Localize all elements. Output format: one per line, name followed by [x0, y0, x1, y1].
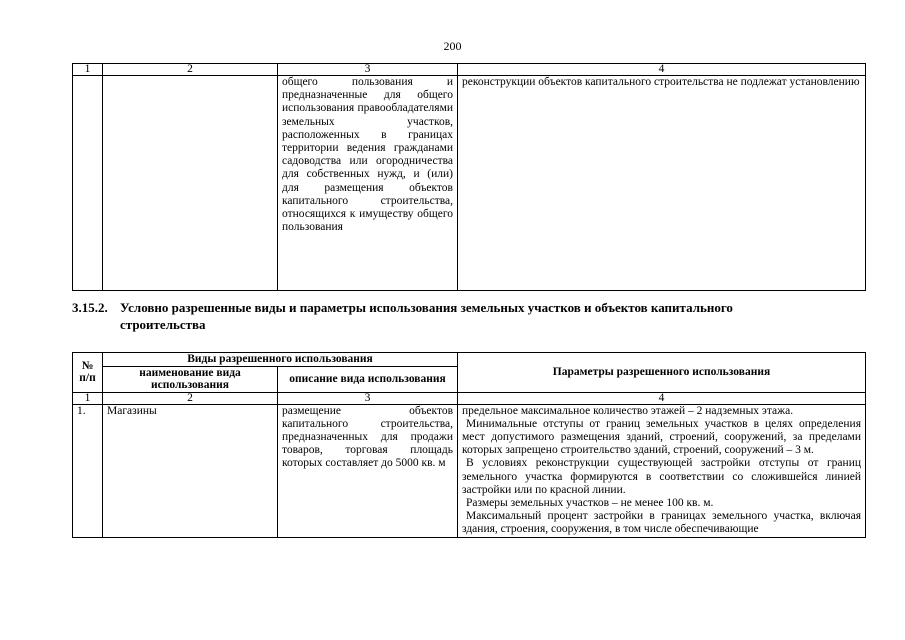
cell-name: Магазины: [103, 404, 278, 537]
param-line: Размеры земельных участков – не менее 100 кв. м.: [466, 496, 714, 509]
page-number: 200: [443, 39, 462, 53]
cell-description: общего пользования и предназначенные для общего использования правообладателями земельных участков, расположенных в границах территории ведения гражданами садоводства или огородничества для собственных нужд, и (или) для размещения объектов капитального строительства, относящихся к имуществу общего пользования: [278, 76, 458, 291]
table-continued: [72, 63, 866, 291]
col-number-1: 1: [73, 392, 103, 404]
cell-name: [103, 76, 278, 291]
table-conditional-uses: [72, 352, 866, 538]
col-number-3: 3: [278, 392, 458, 404]
table-row: [73, 404, 866, 537]
table-row: [73, 76, 866, 291]
header-group: Виды разрешенного использования: [103, 353, 458, 367]
cell-num: [73, 76, 103, 291]
section-number: 3.15.2.: [72, 300, 108, 315]
column-number-row: [73, 392, 866, 404]
header-description: описание вида использования: [278, 366, 458, 392]
header-params: Параметры разрешенного использования: [458, 353, 866, 393]
col-number-4: 4: [458, 392, 866, 404]
section-title-line1: Условно разрешенные виды и параметры использования земельных участков и объектов капитального: [120, 300, 733, 315]
param-line: В условиях реконструкции существующей застройки отступы от границ земельного участка формируются в соответствии со сложившейся линией застройки или по красной линии.: [462, 457, 861, 496]
param-line: Максимальный процент застройки в границах земельного участка, включая здания, строения, сооружения, в том числе обеспечивающие: [462, 510, 861, 536]
col-number-4: 4: [458, 64, 866, 76]
section-heading: [72, 299, 872, 333]
column-number-row: [73, 64, 866, 76]
cell-params: [458, 404, 866, 537]
header-row: [73, 353, 866, 367]
cell-description: размещение объектов капитального строительства, предназначенных для продажи товаров, торговая площадь которых составляет до 5000 кв. м: [278, 404, 458, 537]
col-number-2: 2: [103, 392, 278, 404]
col-number-2: 2: [103, 64, 278, 76]
section-title-line2: строительства: [120, 317, 206, 332]
col-number-3: 3: [278, 64, 458, 76]
col-number-1: 1: [73, 64, 103, 76]
cell-num: 1.: [73, 404, 103, 537]
param-line: предельное максимальное количество этажей – 2 надземных этажа.: [462, 404, 794, 417]
header-name: наименование вида использования: [103, 366, 278, 392]
header-num: № п/п: [73, 353, 103, 393]
param-line: Минимальные отступы от границ земельных участков в целях определения мест допустимого размещения зданий, строений, сооружений, за пределами которых запрещено строительство зданий, строений, сооружений – 3 м.: [462, 417, 861, 457]
cell-params: реконструкции объектов капитального строительства не подлежат установлению: [458, 76, 866, 291]
